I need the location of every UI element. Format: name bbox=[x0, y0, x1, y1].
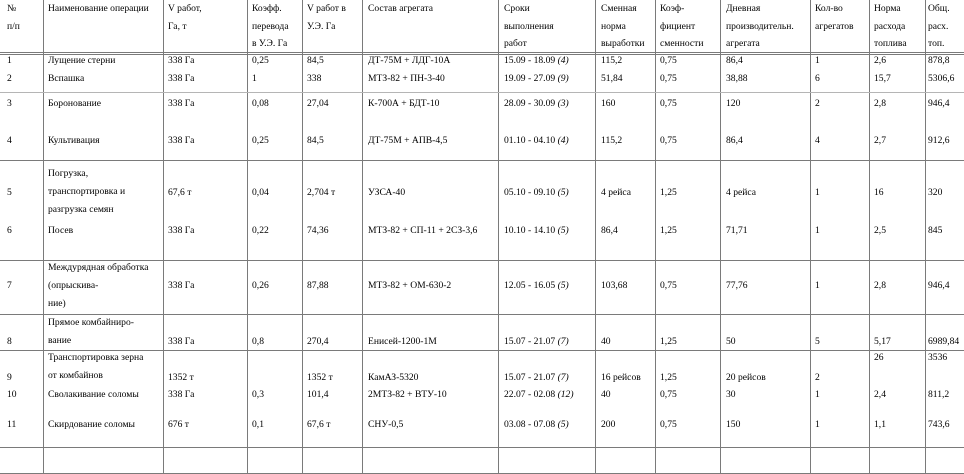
cell-aggregate: МТЗ-82 + СП-11 + 2СЗ-3,6 bbox=[368, 225, 478, 236]
header-num: п/п bbox=[7, 20, 20, 32]
header-fuel-norm: расхода bbox=[874, 20, 906, 32]
cell-count: 1 bbox=[815, 187, 820, 198]
cell-volume: 1352 т bbox=[168, 372, 194, 383]
cell-volume: 338 Га bbox=[168, 280, 195, 291]
cell-count: 2 bbox=[815, 98, 820, 109]
cell-volume-ue: 87,88 bbox=[307, 280, 329, 291]
header-daily: агрегата bbox=[726, 38, 760, 49]
cell-operation: вание bbox=[48, 335, 72, 346]
column-divider bbox=[498, 0, 499, 474]
cell-daily: 77,76 bbox=[726, 280, 748, 291]
cell-count: 1 bbox=[815, 419, 820, 430]
cell-daily: 4 рейса bbox=[726, 187, 757, 198]
cell-daily: 86,4 bbox=[726, 55, 743, 66]
cell-shift-coef: 0,75 bbox=[660, 389, 677, 400]
cell-volume: 338 Га bbox=[168, 336, 195, 347]
column-divider bbox=[720, 0, 721, 474]
header-fuel-total: топ. bbox=[928, 38, 945, 49]
cell-aggregate: МТЗ-82 + ОМ-630-2 bbox=[368, 280, 452, 291]
cell-dates: 10.10 - 14.10 (5) bbox=[504, 225, 569, 236]
cell-coef: 0,22 bbox=[252, 225, 269, 236]
cell-daily: 20 рейсов bbox=[726, 372, 766, 383]
cell-aggregate: КамАЗ-5320 bbox=[368, 372, 419, 383]
cell-norm: 160 bbox=[601, 98, 616, 109]
cell-count: 1 bbox=[815, 389, 820, 400]
column-divider bbox=[655, 0, 656, 474]
cell-daily: 50 bbox=[726, 336, 736, 347]
row-divider bbox=[0, 350, 964, 351]
header-volume: V работ, bbox=[168, 3, 202, 14]
header-coef: Коэфф. bbox=[252, 3, 282, 14]
cell-fuel-norm: 1,1 bbox=[874, 419, 886, 430]
cell-fuel-total: 845 bbox=[928, 225, 943, 236]
cell-norm: 115,2 bbox=[601, 135, 623, 146]
cell-aggregate: 2МТЗ-82 + ВТУ-10 bbox=[368, 389, 447, 400]
cell-operation: Посев bbox=[48, 225, 74, 236]
cell-operation: Междурядная обработка bbox=[48, 262, 149, 273]
cell-fuel-norm: 5,17 bbox=[874, 336, 891, 347]
cell-shift-coef: 0,75 bbox=[660, 419, 677, 430]
cell-fuel-total: 878,8 bbox=[928, 55, 950, 66]
cell-fuel-total: 912,6 bbox=[928, 135, 950, 146]
cell-volume-ue: 84,5 bbox=[307, 135, 324, 146]
cell-daily: 86,4 bbox=[726, 135, 743, 146]
cell-count: 5 bbox=[815, 336, 820, 347]
cell-num: 2 bbox=[7, 73, 12, 84]
header-fuel-norm: Норма bbox=[874, 3, 901, 14]
cell-volume: 676 т bbox=[168, 419, 189, 430]
cell-num: 5 bbox=[7, 187, 12, 198]
cell-coef: 0,8 bbox=[252, 336, 264, 347]
cell-coef: 0,1 bbox=[252, 419, 264, 430]
cell-volume-ue: 74,36 bbox=[307, 225, 329, 236]
cell-daily: 38,88 bbox=[726, 73, 748, 84]
cell-daily: 71,71 bbox=[726, 225, 748, 236]
column-divider bbox=[163, 0, 164, 474]
column-divider bbox=[302, 0, 303, 474]
header-operation: Наименование операции bbox=[48, 3, 149, 14]
cell-num: 9 bbox=[7, 372, 12, 383]
cell-norm: 51,84 bbox=[601, 73, 623, 84]
cell-fuel-norm: 2,8 bbox=[874, 280, 886, 291]
cell-fuel-norm: 2,4 bbox=[874, 389, 886, 400]
cell-operation: от комбайнов bbox=[48, 370, 103, 381]
cell-fuel-norm: 16 bbox=[874, 187, 884, 198]
cell-shift-coef: 0,75 bbox=[660, 280, 677, 291]
cell-fuel-total: 946,4 bbox=[928, 98, 950, 109]
column-divider bbox=[810, 0, 811, 474]
cell-coef: 0,3 bbox=[252, 389, 264, 400]
column-divider bbox=[595, 0, 596, 474]
cell-count: 4 bbox=[815, 135, 820, 146]
cell-volume: 67,6 т bbox=[168, 187, 192, 198]
cell-dates: 15.07 - 21.07 (7) bbox=[504, 336, 569, 347]
column-divider bbox=[362, 0, 363, 474]
cell-volume-ue: 67,6 т bbox=[307, 419, 331, 430]
cell-volume-ue: 338 bbox=[307, 73, 322, 84]
cell-num: 4 bbox=[7, 135, 12, 146]
cell-num: 6 bbox=[7, 225, 12, 236]
cell-fuel-total: 811,2 bbox=[928, 389, 950, 400]
cell-num: 8 bbox=[7, 336, 12, 347]
row-divider bbox=[0, 92, 964, 93]
cell-coef: 0,26 bbox=[252, 280, 269, 291]
column-divider bbox=[247, 0, 248, 474]
cell-daily: 150 bbox=[726, 419, 741, 430]
header-coef: в У.Э. Га bbox=[252, 38, 288, 49]
cell-volume-ue: 101,4 bbox=[307, 389, 329, 400]
cell-aggregate: К-700А + БДТ-10 bbox=[368, 98, 440, 109]
header-norm: норма bbox=[601, 20, 626, 32]
cell-dates: 15.09 - 18.09 (4) bbox=[504, 55, 569, 66]
cell-fuel-norm: 2,6 bbox=[874, 55, 886, 66]
cell-shift-coef: 0,75 bbox=[660, 98, 677, 109]
cell-fuel-norm: 2,5 bbox=[874, 225, 886, 236]
cell-operation: Скирдование соломы bbox=[48, 419, 135, 430]
header-volume: Га, т bbox=[168, 20, 187, 32]
cell-volume: 338 Га bbox=[168, 389, 195, 400]
cell-num: 1 bbox=[7, 55, 12, 66]
cell-aggregate: МТЗ-82 + ПН-3-40 bbox=[368, 73, 445, 84]
cell-num: 3 bbox=[7, 98, 12, 109]
cell-coef: 0,25 bbox=[252, 135, 269, 146]
row-divider bbox=[0, 260, 964, 261]
header-norm: выработки bbox=[601, 38, 645, 49]
cell-norm: 40 bbox=[601, 336, 611, 347]
cell-volume-ue: 27,04 bbox=[307, 98, 329, 109]
header-dates: Сроки bbox=[504, 3, 530, 14]
header-num: № bbox=[7, 3, 17, 14]
cell-norm: 4 рейса bbox=[601, 187, 632, 198]
cell-norm: 103,68 bbox=[601, 280, 628, 291]
header-fuel-total: Общ. bbox=[928, 3, 950, 14]
cell-norm: 40 bbox=[601, 389, 611, 400]
cell-operation: ние) bbox=[48, 298, 66, 309]
header-fuel-total: расх. bbox=[928, 20, 949, 32]
cell-fuel-norm: 15,7 bbox=[874, 73, 891, 84]
cell-operation: Прямое комбайниро- bbox=[48, 317, 134, 328]
cell-dates: 19.09 - 27.09 (9) bbox=[504, 73, 569, 84]
cell-volume-ue: 1352 т bbox=[307, 372, 333, 383]
cell-operation: Сволакивание соломы bbox=[48, 389, 139, 400]
cell-dates: 03.08 - 07.08 (5) bbox=[504, 419, 569, 430]
cell-dates: 22.07 - 02.08 (12) bbox=[504, 389, 574, 400]
cell-shift-coef: 1,25 bbox=[660, 372, 677, 383]
header-daily: Дневная bbox=[726, 3, 761, 14]
cell-dates: 01.10 - 04.10 (4) bbox=[504, 135, 569, 146]
cell-fuel-total: 320 bbox=[928, 187, 943, 198]
cell-aggregate: СНУ-0,5 bbox=[368, 419, 404, 430]
cell-shift-coef: 0,75 bbox=[660, 55, 677, 66]
cell-volume: 338 Га bbox=[168, 225, 195, 236]
cell-operation: Культивация bbox=[48, 135, 100, 146]
header-shift-coef: фициент bbox=[660, 20, 696, 32]
column-divider bbox=[869, 0, 870, 474]
row-divider bbox=[0, 160, 964, 161]
row-divider bbox=[0, 314, 964, 315]
header-shift-coef: сменности bbox=[660, 38, 704, 49]
cell-aggregate: Енисей-1200-1М bbox=[368, 336, 437, 347]
cell-count: 1 bbox=[815, 225, 820, 236]
header-aggregate: Состав агрегата bbox=[368, 3, 433, 14]
cell-num: 10 bbox=[7, 389, 17, 400]
cell-shift-coef: 1,25 bbox=[660, 187, 677, 198]
header-dates: выполнения bbox=[504, 20, 554, 32]
cell-count: 1 bbox=[815, 55, 820, 66]
cell-norm: 200 bbox=[601, 419, 616, 430]
cell-volume: 338 Га bbox=[168, 55, 195, 66]
cell-fuel-total: 743,6 bbox=[928, 419, 950, 430]
cell-volume-ue: 270,4 bbox=[307, 336, 329, 347]
cell-norm: 115,2 bbox=[601, 55, 623, 66]
cell-norm: 86,4 bbox=[601, 225, 618, 236]
cell-fuel-total: 3536 bbox=[928, 352, 948, 363]
header-dates: работ bbox=[504, 38, 527, 49]
cell-shift-coef: 1,25 bbox=[660, 336, 677, 347]
header-norm: Сменная bbox=[601, 3, 637, 14]
cell-dates: 15.07 - 21.07 (7) bbox=[504, 372, 569, 383]
cell-num: 7 bbox=[7, 280, 12, 291]
cell-operation: Погрузка, bbox=[48, 168, 89, 179]
cell-fuel-norm: 26 bbox=[874, 352, 884, 363]
cell-shift-coef: 1,25 bbox=[660, 225, 677, 236]
cell-coef: 0,04 bbox=[252, 187, 269, 198]
cell-coef: 0,25 bbox=[252, 55, 269, 66]
cell-operation: Боронование bbox=[48, 98, 102, 109]
column-divider bbox=[43, 0, 44, 474]
cell-operation: транспортировка и bbox=[48, 186, 126, 197]
cell-count: 1 bbox=[815, 280, 820, 291]
header-volume-ue: У.Э. Га bbox=[307, 20, 336, 32]
header-fuel-norm: топлива bbox=[874, 38, 907, 49]
cell-aggregate: ДТ-75М + АПВ-4,5 bbox=[368, 135, 448, 146]
cell-norm: 16 рейсов bbox=[601, 372, 641, 383]
cell-volume: 338 Га bbox=[168, 98, 195, 109]
header-volume-ue: V работ в bbox=[307, 3, 346, 14]
cell-fuel-total: 5306,6 bbox=[928, 73, 955, 84]
column-divider bbox=[925, 0, 926, 474]
cell-fuel-norm: 2,8 bbox=[874, 98, 886, 109]
cell-fuel-total: 6989,84 bbox=[928, 336, 960, 347]
cell-count: 2 bbox=[815, 372, 820, 383]
header-shift-coef: Коэф- bbox=[660, 3, 685, 14]
cell-shift-coef: 0,75 bbox=[660, 135, 677, 146]
header-count: агрегатов bbox=[815, 20, 854, 32]
header-coef: перевода bbox=[252, 20, 289, 32]
header-daily: производительн. bbox=[726, 20, 794, 32]
cell-aggregate: ДТ-75М + ЛДГ-10А bbox=[368, 55, 451, 66]
cell-coef: 0,08 bbox=[252, 98, 269, 109]
cell-daily: 120 bbox=[726, 98, 741, 109]
cell-coef: 1 bbox=[252, 73, 257, 84]
cell-volume-ue: 2,704 т bbox=[307, 187, 336, 198]
cell-operation: разгрузка семян bbox=[48, 204, 114, 215]
cell-operation: (опрыскива- bbox=[48, 280, 99, 291]
cell-volume-ue: 84,5 bbox=[307, 55, 324, 66]
cell-num: 11 bbox=[7, 419, 17, 430]
cell-dates: 28.09 - 30.09 (3) bbox=[504, 98, 569, 109]
cell-shift-coef: 0,75 bbox=[660, 73, 677, 84]
cell-count: 6 bbox=[815, 73, 820, 84]
header-count: Кол-во bbox=[815, 3, 843, 14]
cell-volume: 338 Га bbox=[168, 73, 195, 84]
cell-daily: 30 bbox=[726, 389, 736, 400]
cell-aggregate: УЗСА-40 bbox=[368, 187, 406, 198]
cell-operation: Вспашка bbox=[48, 73, 85, 84]
cell-operation: Транспортировка зерна bbox=[48, 352, 144, 363]
cell-operation: Лущение стерни bbox=[48, 55, 116, 66]
cell-fuel-total: 946,4 bbox=[928, 280, 950, 291]
cell-fuel-norm: 2,7 bbox=[874, 135, 886, 146]
cell-dates: 12.05 - 16.05 (5) bbox=[504, 280, 569, 291]
cell-volume: 338 Га bbox=[168, 135, 195, 146]
cell-dates: 05.10 - 09.10 (5) bbox=[504, 187, 569, 198]
row-divider bbox=[0, 447, 964, 448]
